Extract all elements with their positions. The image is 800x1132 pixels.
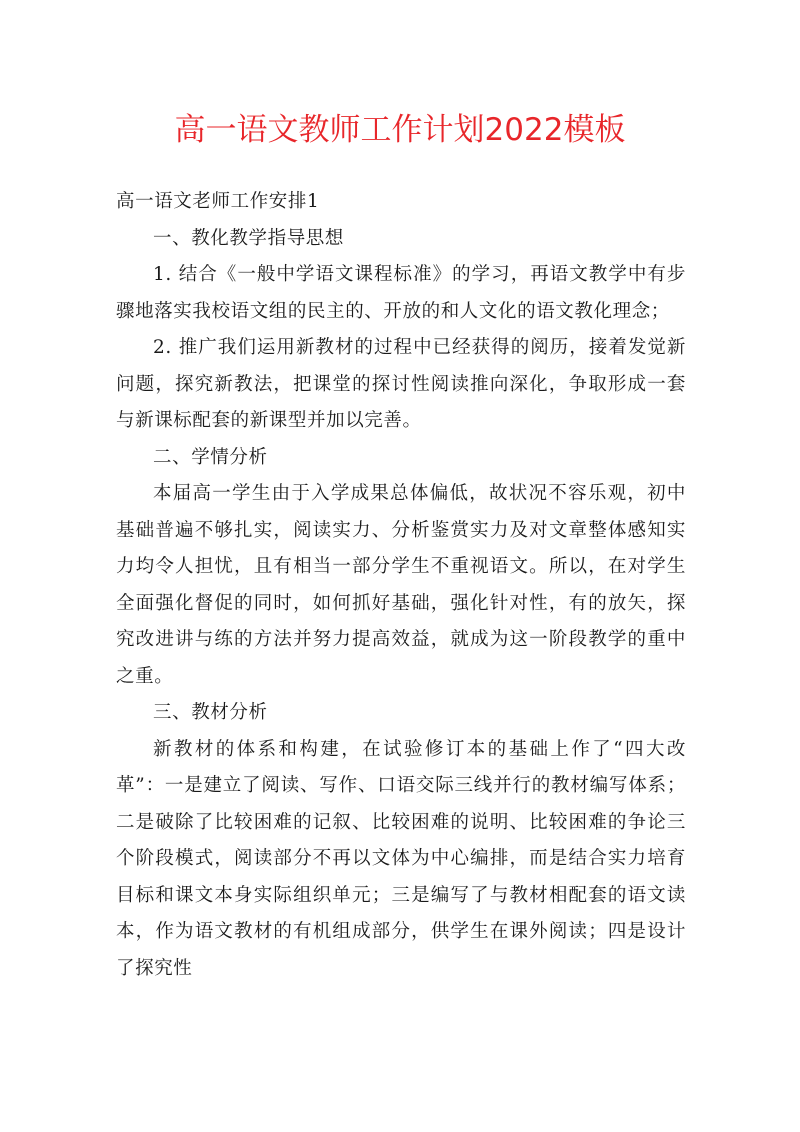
- section-subtitle: 高一语文老师工作安排1: [116, 191, 320, 212]
- section-heading-textbook-analysis: 三、教材分析: [153, 702, 268, 723]
- section-heading-student-analysis: 二、学情分析: [153, 446, 268, 468]
- paragraph-item-1: 1. 结合《一般中学语文课程标准》的学习，再语文教学中有步骤地落实我校语文组的民主的、开放的和人文化的语文教化理念；: [116, 264, 686, 322]
- section-heading-guiding-ideas: 一、教化教学指导思想: [153, 227, 345, 249]
- paragraph-textbook-analysis: 新教材的体系和构建，在试验修订本的基础上作了“四大改革”：一是建立了阅读、写作、口语交际三线并行的教材编写体系；二是破除了比较困难的记叙、比较困难的说明、比较困难的争论三个阶段模式，阅读部分不再以文体为中心编排，而是结合实力培育目标和课文本身实际组织单元；三是编写了与教材相配套的语文读本，作为语文教材的有机组成部分，供学生在课外阅读；四是设计了探究性: [116, 738, 686, 979]
- paragraph-student-analysis: 本届高一学生由于入学成果总体偏低，故状况不容乐观，初中基础普遍不够扎实，阅读实力、分析鉴赏实力及对文章整体感知实力均令人担忧，且有相当一部分学生不重视语文。所以，在对学生全面强化督促的同时，如何抓好基础，强化针对性，有的放矢，探究改进讲与练的方法并努力提高效益，就成为这一阶段教学的重中之重。: [116, 483, 686, 687]
- document-body: [116, 184, 686, 987]
- document-title: 高一语文教师工作计划2022模板: [174, 112, 626, 148]
- paragraph-item-2: 2. 推广我们运用新教材的过程中已经获得的阅历，接着发觉新问题，探究新教法，把课堂的探讨性阅读推向深化，争取形成一套与新课标配套的新课型并加以完善。: [116, 337, 686, 431]
